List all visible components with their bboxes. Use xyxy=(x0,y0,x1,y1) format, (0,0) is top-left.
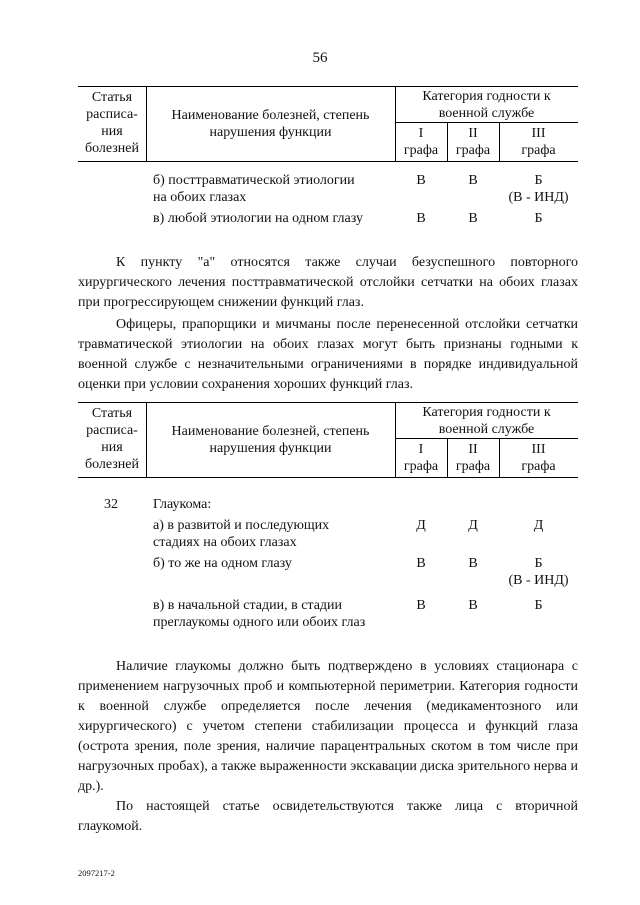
header-category-col: Категория годности к военной службе xyxy=(422,405,551,437)
row-grafa-1: В xyxy=(416,556,426,571)
header-category-col: Категория годности к военной службе xyxy=(422,89,551,121)
row-grafa-2: Д xyxy=(468,518,478,533)
header-grafa-2: II графа xyxy=(455,126,491,158)
row-name: б) то же на одном глазу xyxy=(153,556,292,571)
row-grafa-1: В xyxy=(416,211,426,226)
row-grafa-3: Б xyxy=(534,211,543,226)
paragraph: Наличие глаукомы должно быть подтверждено в условиях стационара с применением нагрузочных проб и компьютерной периметрии. Категория годности к военной службе определяется после лечения (медикаментозного или хирургического) с учетом степени стабилизации процесса и функций глаза (острота зрения, поле зрения, наличие парацентральных скотом в том числе при нагрузочных пробах), а также выраженности экскавации диска зрительного нерва и др.). xyxy=(78,659,578,794)
header-name-col: Наименование болезней, степень нарушения функции xyxy=(171,424,370,456)
row-grafa-2: В xyxy=(468,598,478,613)
article-number: 32 xyxy=(104,497,118,512)
row-grafa-3: Д xyxy=(533,518,544,533)
table-header-1 xyxy=(78,86,578,162)
document-code: 2097217-2 xyxy=(78,868,115,878)
row-grafa-2: В xyxy=(468,173,478,188)
paragraph: По настоящей статье освидетельствуются также лица с вторичной глаукомой. xyxy=(78,799,578,834)
header-grafa-2: II графа xyxy=(455,442,491,474)
row-name: в) в начальной стадии, в стадии преглаукомы одного или обоих глаз xyxy=(153,598,366,630)
header-name-col: Наименование болезней, степень нарушения функции xyxy=(171,108,370,140)
paragraph: Офицеры, прапорщики и мичманы после перенесенной отслойки сетчатки травматической этиологии на обоих глазах могут быть признаны годными к военной службе с незначительными ограничениями в порядке индивидуальной оценки при условии сохранения хороших функций глаз. xyxy=(78,317,578,392)
article-title: Глаукома: xyxy=(153,497,212,512)
row-name: в) любой этиологии на одном глазу xyxy=(153,211,363,226)
header-grafa-3: III графа xyxy=(521,442,556,474)
row-grafa-2: В xyxy=(468,211,478,226)
header-grafa-1: I графа xyxy=(403,126,439,158)
row-grafa-2: В xyxy=(468,556,478,571)
header-article-col: Статья расписа- ния болезней xyxy=(84,406,140,472)
page-number: 56 xyxy=(312,50,328,66)
table-header-2 xyxy=(78,402,578,478)
row-grafa-1: В xyxy=(416,173,426,188)
row-name: а) в развитой и последующих стадиях на обоих глазах xyxy=(153,518,330,550)
row-grafa-3: Б (В - ИНД) xyxy=(508,556,569,588)
row-grafa-1: Д xyxy=(416,518,426,533)
header-grafa-3: III графа xyxy=(521,126,556,158)
row-grafa-3: Б (В - ИНД) xyxy=(508,173,569,205)
paragraph: К пункту "а" относятся также случаи безуспешного повторного хирургического лечения посттравматической отслойки сетчатки на обоих глазах при прогрессирующем снижении функций глаз. xyxy=(78,255,578,310)
header-grafa-1: I графа xyxy=(403,442,439,474)
row-grafa-3: Б xyxy=(534,598,543,613)
row-name: б) посттравматической этиологии на обоих глазах xyxy=(153,173,355,205)
row-grafa-1: В xyxy=(416,598,426,613)
header-article-col: Статья расписа- ния болезней xyxy=(84,90,140,156)
